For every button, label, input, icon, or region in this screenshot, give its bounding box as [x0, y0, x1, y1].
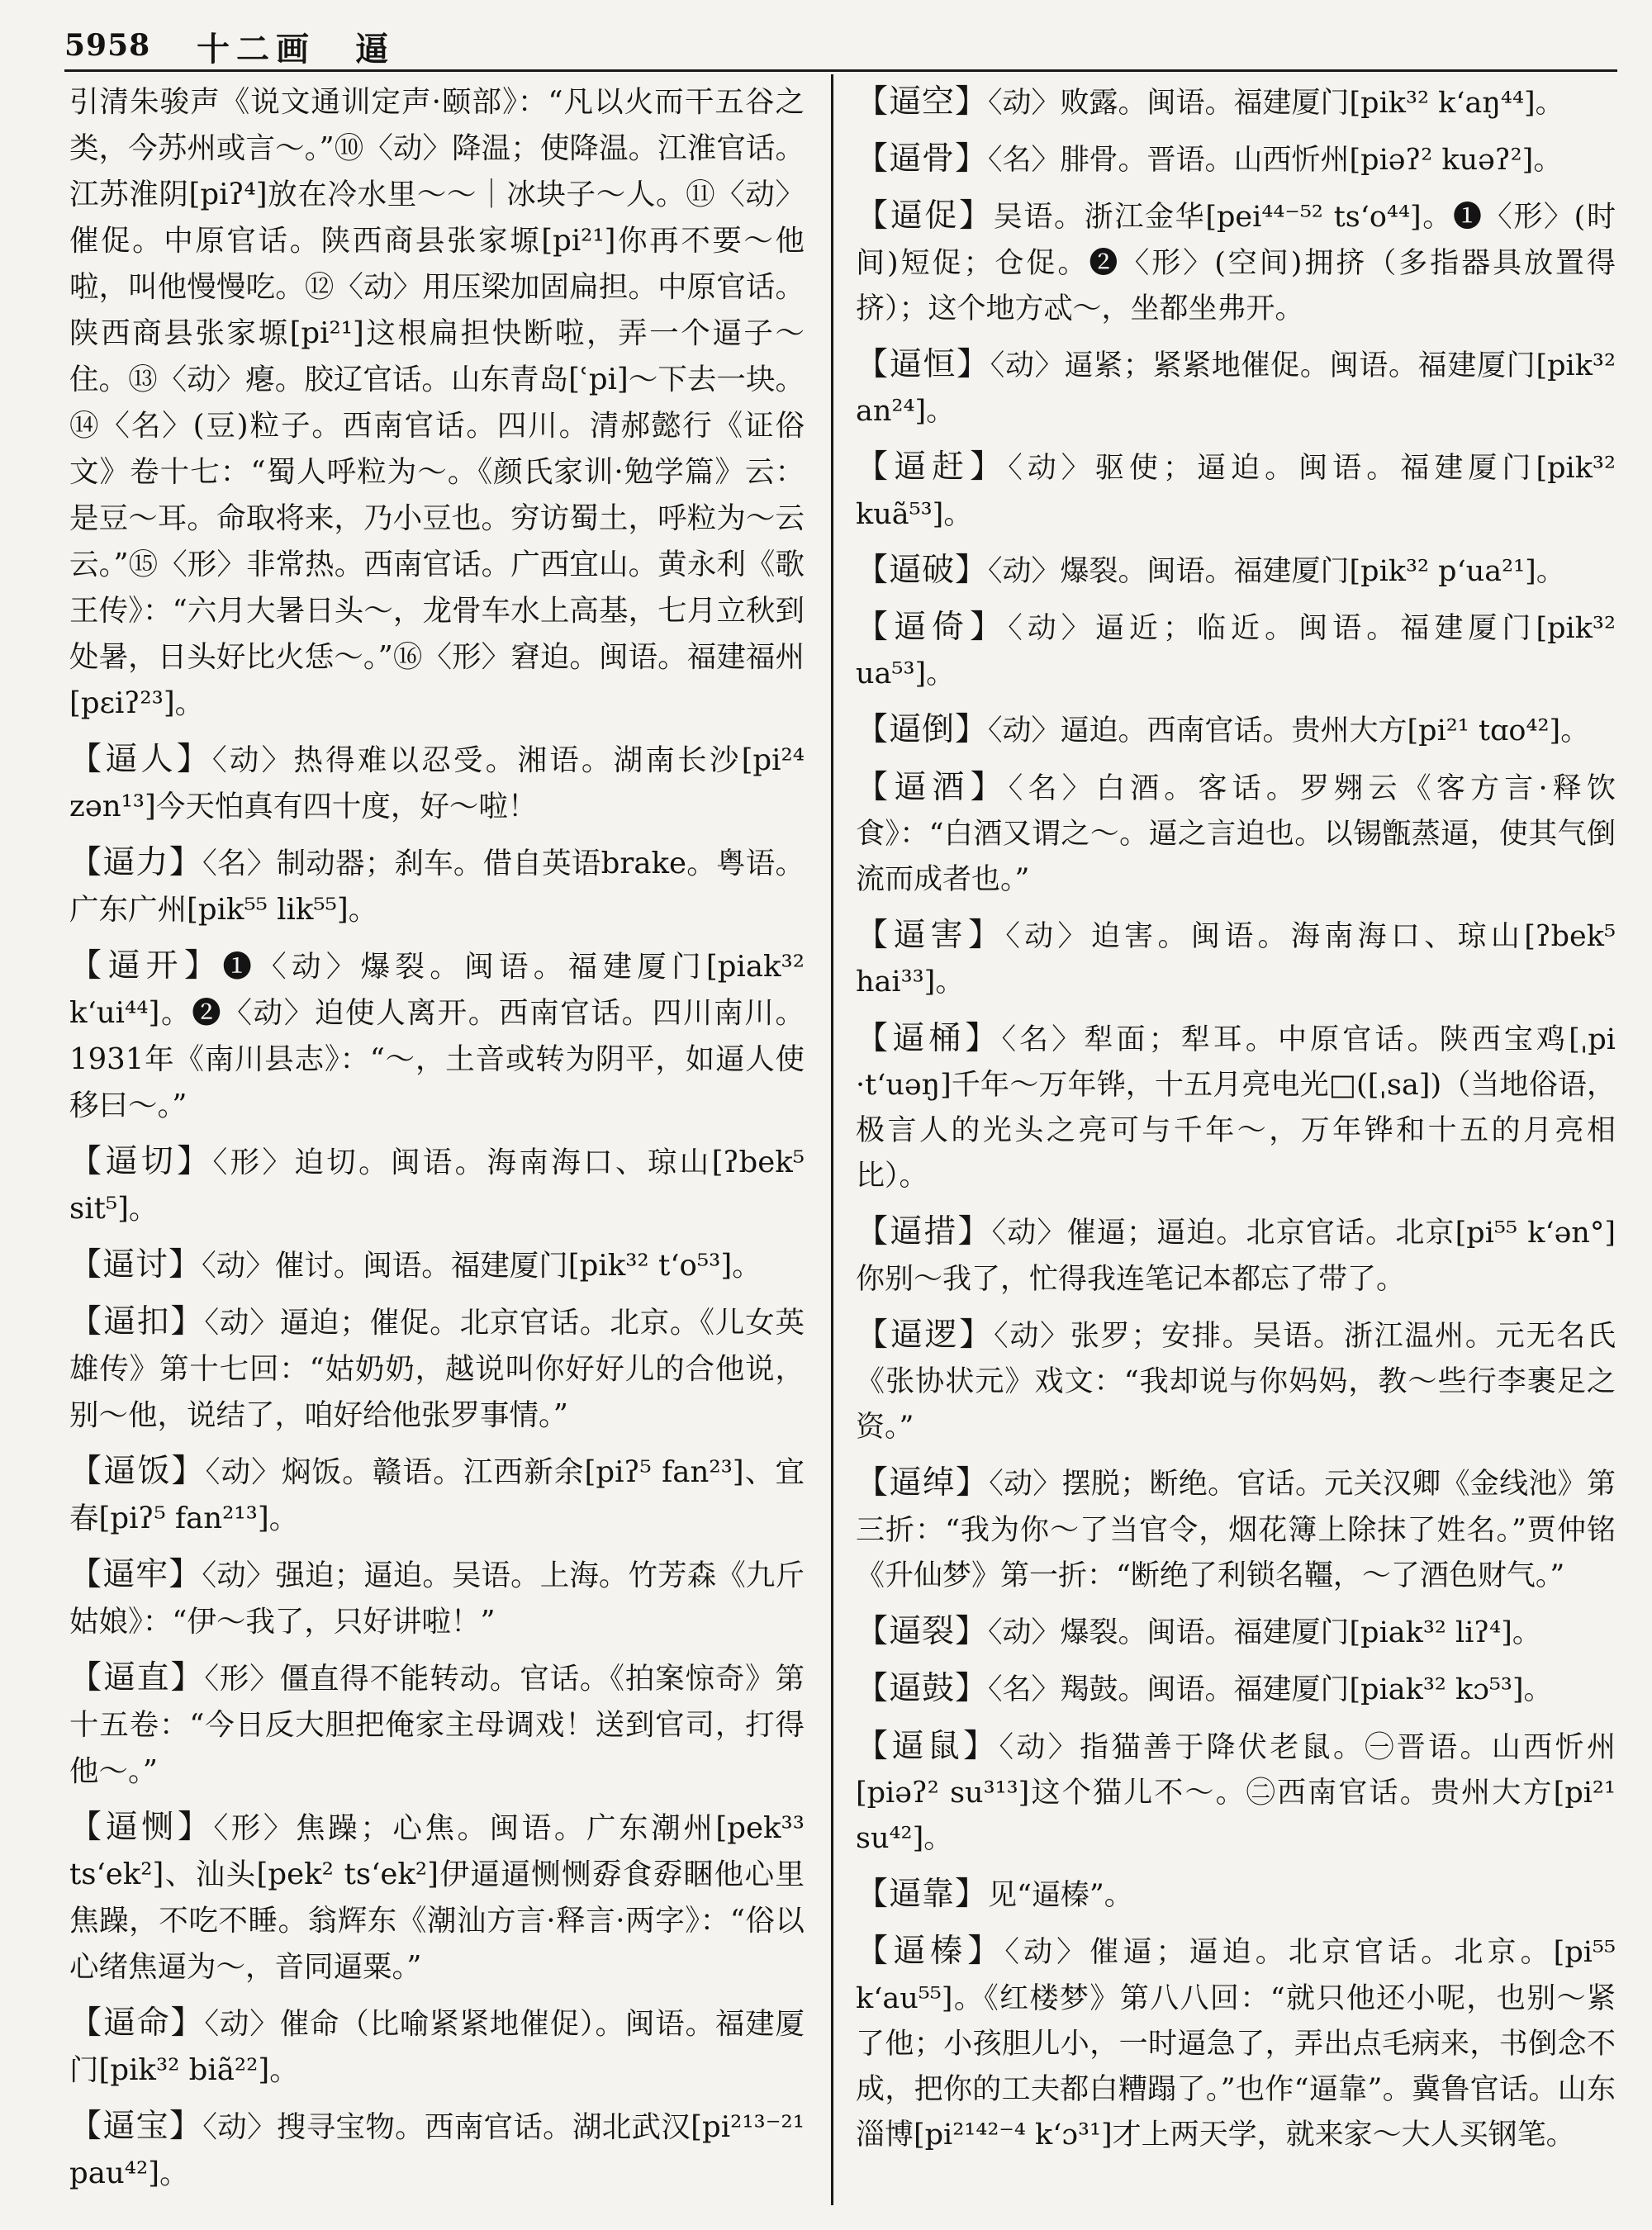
entry-definition: 〈动〉热得难以忍受。湘语。湖南长沙[pi²⁴ zən¹³]今天怕真有四十度，好～啦！	[69, 743, 805, 823]
entry-definition: 〈动〉逼迫。西南官话。贵州大方[pi²¹ tɑo⁴²]。	[988, 714, 1590, 748]
entry-definition: 见“逼榛”。	[988, 1879, 1133, 1913]
dictionary-entry	[69, 1655, 805, 1795]
dictionary-entry	[856, 136, 1616, 183]
entry-headword: 【逼空】	[856, 83, 989, 121]
entry-headword: 【逼措】	[856, 1213, 992, 1251]
entry-definition: 〈动〉催逼；逼迫。北京官话。北京。[pi⁵⁵ kʻau⁵⁵]。《红楼梦》第八八回：“就只他还小呢，也别～紧了他；小孩胆儿小，一时逼急了，弄出点毛病来，书倒念不成，把你的工夫都白糟蹋了。”也作“逼靠”。冀鲁官话。山东淄博[pi²¹⁴²⁻⁴ kʻɔ³¹]才上两天学，就来家～大人买钢笔。	[856, 1936, 1616, 2152]
entry-headword: 【逼鼓】	[856, 1670, 989, 1708]
entry-definition: 〈名〉白酒。客话。罗翙云《客方言·释饮食》：“白酒又谓之～。逼之言迫也。以锡甑蒸逼，使其气倒流而成者也。”	[856, 771, 1616, 897]
entry-headword: 【逼人】	[69, 741, 212, 778]
dictionary-entry	[856, 1460, 1616, 1599]
dictionary-entry	[856, 913, 1616, 1005]
entry-headword: 【逼饭】	[69, 1453, 206, 1490]
entry-definition: 〈动〉催讨。闽语。福建厦门[pik³² tʻo⁵³]。	[202, 1249, 762, 1283]
dictionary-entry	[856, 1929, 1616, 2158]
dictionary-entry	[69, 2104, 805, 2197]
entry-headword: 【逼促】	[856, 197, 994, 235]
entry-definition: 〈名〉腓骨。晋语。山西忻州[piəʔ² kuəʔ²]。	[988, 144, 1563, 178]
entry-headword: 【逼靠】	[856, 1876, 989, 1914]
dictionary-entry	[69, 737, 805, 830]
entry-definition: 〈动〉焖饭。赣语。江西新余[piʔ⁵ fan²³]、宜春[piʔ⁵ fan²¹³]。	[69, 1455, 805, 1535]
entry-headword: 【逼讨】	[69, 1246, 202, 1283]
entry-definition: 〈动〉爆裂。闽语。福建厦门[pik³² pʻua²¹]。	[988, 554, 1565, 588]
dictionary-entry	[856, 1209, 1616, 1302]
entry-definition: 〈形〉僵直得不能转动。官话。《拍案惊奇》第十五卷：“今日反大胆把俺家主母调戏！送到官司，打得他～。”	[69, 1662, 805, 1788]
entry-headword: 【逼命】	[69, 2005, 205, 2042]
dictionary-entry	[856, 765, 1616, 904]
left-column	[69, 79, 805, 2207]
dictionary-entry	[69, 1449, 805, 1542]
entry-definition: 〈动〉催逼；逼迫。北京官话。北京[pi⁵⁵ kʻən°]你别～我了，忙得我连笔记本都忘了带了。	[856, 1217, 1616, 1296]
entry-headword: 【逼鼠】	[856, 1727, 999, 1765]
dictionary-entry	[69, 2000, 805, 2094]
entry-definition: 〈动〉搜寻宝物。西南官话。湖北武汉[pi²¹³⁻²¹ pau⁴²]。	[69, 2110, 805, 2190]
dictionary-entry	[69, 1552, 805, 1645]
dictionary-entry	[856, 707, 1616, 754]
entry-headword: 【逼害】	[856, 917, 1006, 955]
entry-definition: ❶〈动〉爆裂。闽语。福建厦门[piak³² kʻui⁴⁴]。❷〈动〉迫使人离开。西南官话。四川南川。1931年《南川县志》：“～，土音或转为阴平，如逼人使移曰～。”	[69, 950, 805, 1122]
entry-definition: 〈动〉驱使；逼迫。闽语。福建厦门[pik³² kuã⁵³]。	[856, 452, 1616, 531]
entry-definition: 〈动〉败露。闽语。福建厦门[pik³² kʻaŋ⁴⁴]。	[988, 87, 1564, 120]
dictionary-entry	[856, 79, 1616, 126]
header-rule	[64, 69, 1617, 72]
dictionary-entry	[69, 1139, 805, 1232]
dictionary-entry	[856, 1312, 1616, 1451]
dictionary-entry	[69, 840, 805, 933]
page-header	[64, 23, 1617, 73]
entry-headword: 【逼绰】	[856, 1464, 990, 1502]
entry-definition: 〈名〉犁面；犁耳。中原官话。陕西宝鸡[ˌpi ·tʻuəŋ]千年～万年铧，十五月亮电光□([ˌsa])（当地俗语，极言人的光头之亮可与千年～，万年铧和十五的月亮相比）。	[856, 1022, 1616, 1193]
dictionary-entry	[856, 342, 1616, 434]
entry-headword: 【逼裂】	[856, 1613, 989, 1651]
entry-headword: 【逼倒】	[856, 711, 989, 749]
entry-headword: 【逼榛】	[856, 1933, 1005, 1971]
entry-headword: 【逼力】	[69, 844, 202, 881]
dictionary-entry	[856, 1016, 1616, 1200]
entry-definition: 〈动〉迫害。闽语。海南海口、琼山[ʔbek⁵ hai³³]。	[856, 920, 1616, 999]
entry-headword: 【逼扣】	[69, 1303, 205, 1340]
dictionary-entry	[856, 1724, 1616, 1862]
section-title: 十二画 逼	[197, 30, 395, 69]
entry-definition: 〈名〉制动器；刹车。借自英语brake。粤语。广东广州[pik⁵⁵ lik⁵⁵]。	[69, 847, 805, 927]
entry-headword: 【逼直】	[69, 1659, 205, 1696]
entry-definition: 〈动〉张罗；安排。吴语。浙江温州。元无名氏《张协状元》戏文：“我却说与你妈妈，教～些行李裹足之资。”	[856, 1319, 1616, 1445]
entry-definition: 〈名〉羯鼓。闽语。福建厦门[piak³² kɔ⁵³]。	[988, 1673, 1553, 1707]
entry-definition: 〈动〉逼近；临近。闽语。福建厦门[pik³² ua⁵³]。	[856, 612, 1616, 691]
entry-definition: 〈动〉逼紧；紧紧地催促。闽语。福建厦门[pik³² an²⁴]。	[856, 349, 1616, 429]
right-column	[856, 79, 1616, 2168]
entry-definition: 〈动〉逼迫；催促。北京官话。北京。《儿女英雄传》第十七回：“姑奶奶，越说叫你好好儿的合他说，别～他，说结了，咱好给他张罗事情。”	[69, 1306, 805, 1432]
dictionary-entry	[69, 1299, 805, 1439]
entry-headword: 【逼桶】	[856, 1019, 1002, 1057]
entry-definition: 吴语。浙江金华[pei⁴⁴⁻⁵² tsʻo⁴⁴]。❶〈形〉(时间)短促；仓促。❷〈形〉(空间)拥挤（多指器具放置得挤）；这个地方忒～，坐都坐弗开。	[856, 201, 1616, 325]
entry-headword: 【逼骨】	[856, 140, 989, 178]
entry-headword: 【逼逻】	[856, 1316, 995, 1354]
entry-definition: 〈动〉强迫；逼迫。吴语。上海。竹芳森《九斤姑娘》：“伊～我了，只好讲啦！”	[69, 1559, 805, 1639]
dictionary-entry	[856, 1666, 1616, 1713]
entry-definition: 〈动〉指猫善于降伏老鼠。㊀晋语。山西忻州[piəʔ² su³¹³]这个猫儿不～。㊁西南官话。贵州大方[pi²¹ su⁴²]。	[856, 1730, 1616, 1855]
entry-definition: 〈形〉焦躁；心焦。闽语。广东潮州[pek³³ tsʻek²]、汕头[pek² tsʻek²]伊逼逼恻恻孬食孬睏他心里焦躁，不吃不睡。翁辉东《潮汕方言·释言·两字》：“俗以心绪焦逼为～，音同逼粟。”	[69, 1811, 805, 1984]
entry-definition: 〈形〉迫切。闽语。海南海口、琼山[ʔbek⁵ sit⁵]。	[69, 1146, 805, 1226]
entry-headword: 【逼宝】	[69, 2108, 203, 2145]
entry-headword: 【逼倚】	[856, 609, 1009, 647]
dictionary-entry	[856, 1872, 1616, 1919]
entry-headword: 【逼酒】	[856, 768, 1009, 806]
dictionary-entry	[69, 1242, 805, 1289]
entry-definition: 〈动〉催命（比喻紧紧地催促）。闽语。福建厦门[pik³² biã²²]。	[69, 2007, 805, 2087]
entry-headword: 【逼破】	[856, 551, 989, 589]
entry-headword: 【逼恒】	[856, 346, 990, 384]
dictionary-entry	[856, 193, 1616, 332]
dictionary-entry	[856, 1609, 1616, 1656]
dictionary-entry	[69, 1805, 805, 1990]
entry-headword: 【逼牢】	[69, 1556, 202, 1593]
entry-definition: 〈动〉摆脱；断绝。官话。元关汉卿《金线池》第三折：“我为你～了当官令，烟花簿上除抹了姓名。”贾仲铭《升仙梦》第一折：“断绝了利锁名韁，～了酒色财气。”	[856, 1468, 1616, 1592]
entry-headword: 【逼恻】	[69, 1809, 214, 1846]
entry-headword: 【逼切】	[69, 1143, 213, 1180]
entry-headword: 【逼开】	[69, 947, 223, 985]
dictionary-entry	[69, 943, 805, 1129]
dictionary-entry	[856, 605, 1616, 697]
dictionary-entry	[69, 79, 805, 727]
page-number: 5958	[64, 28, 151, 63]
column-divider	[831, 74, 833, 2205]
dictionary-entry	[856, 444, 1616, 537]
dictionary-entry	[856, 548, 1616, 595]
entry-headword: 【逼赶】	[856, 448, 1009, 486]
entry-definition: 〈动〉爆裂。闽语。福建厦门[piak³² liʔ⁴]。	[988, 1616, 1541, 1650]
entry-definition: 引清朱骏声《说文通训定声·颐部》：“凡以火而干五谷之类，今苏州或言～。”⑩〈动〉降温；使降温。江淮官话。江苏淮阴[piʔ⁴]放在冷水里～～｜冰块子～人。⑪〈动〉催促。中原官话。陕西商县张家塬[pi²¹]你再不要～他啦，叫他慢慢吃。⑫〈动〉用压梁加固扁担。中原官话。陕西商县张家塬[pi²¹]这根扁担快断啦，弄一个逼子～住。⑬〈动〉瘪。胶辽官话。山东青岛[ʿpi]～下去一块。⑭〈名〉(豆)粒子。西南官话。四川。清郝懿行《证俗文》卷十七：“蜀人呼粒为～。《颜氏家训·勉学篇》云：是豆～耳。命取将来，乃小豆也。穷访蜀土，呼粒为～云云。”⑮〈形〉非常热。西南官话。广西宜山。黄永利《歌王传》：“六月大暑日头～，龙骨车水上高基，七月立秋到处暑，日头好比火恁～。”⑯〈形〉窘迫。闽语。福建福州[pɛiʔ²³]。	[69, 85, 805, 720]
